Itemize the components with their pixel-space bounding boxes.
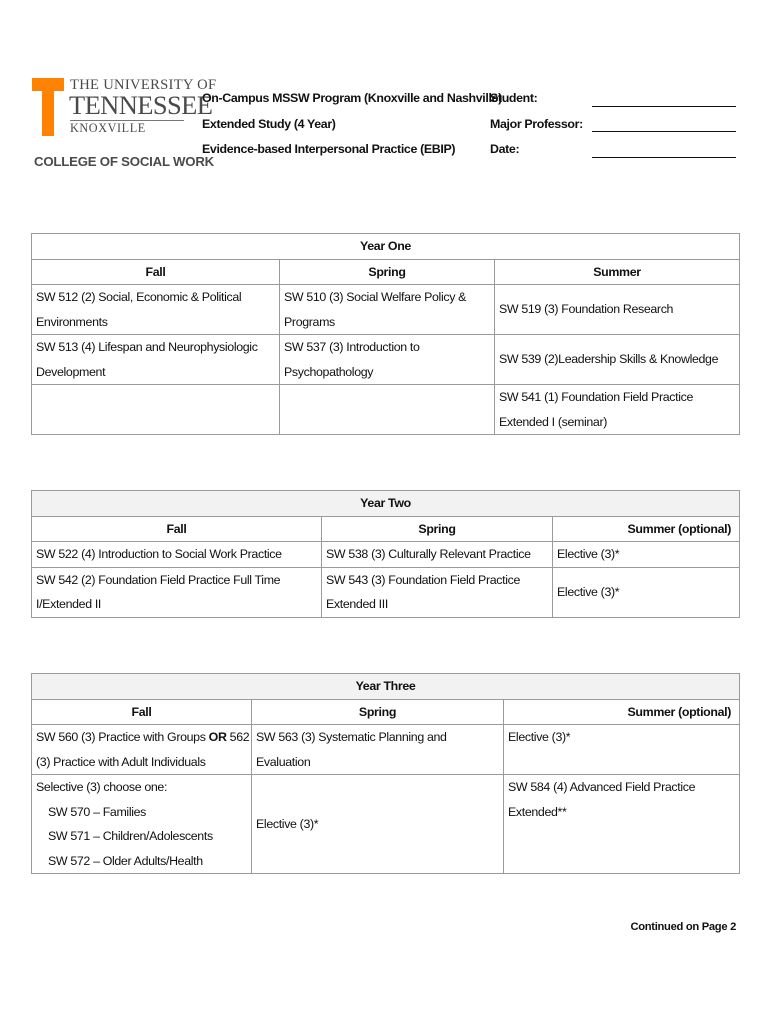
- logo-city: KNOXVILLE: [70, 121, 146, 135]
- year-one-summer-header: Summer: [495, 259, 740, 285]
- year-two-title: Year Two: [32, 491, 740, 517]
- year-two-spring-course: SW 543 (3) Foundation Field Practice Extended III: [322, 567, 553, 617]
- logo-name: TENNESSEE: [69, 90, 213, 120]
- year-one-fall-header: Fall: [32, 259, 280, 285]
- program-header: [202, 86, 502, 163]
- year-one-fall-course: SW 512 (2) Social, Economic & Political Environments: [32, 285, 280, 335]
- selective-title: Selective (3) choose one:: [36, 780, 168, 794]
- year-two-summer-header: Summer (optional): [553, 516, 740, 542]
- year-three-title: Year Three: [32, 674, 740, 700]
- year-one-table: [31, 233, 740, 435]
- logo-college: COLLEGE OF SOCIAL WORK: [34, 154, 214, 169]
- year-one-spring-course: SW 510 (3) Social Welfare Policy & Programs: [280, 285, 495, 335]
- year-two-table: [31, 490, 740, 618]
- program-concentration: Evidence-based Interpersonal Practice (EBIP): [202, 142, 456, 156]
- major-professor-field[interactable]: [490, 112, 738, 138]
- year-one-spring-course: SW 537 (3) Introduction to Psychopathology: [280, 335, 495, 385]
- selective-option: SW 571 – Children/Adolescents: [48, 829, 213, 843]
- year-two-summer-course: Elective (3)*: [553, 567, 740, 617]
- year-three-summer-course: SW 584 (4) Advanced Field Practice Extended**: [504, 775, 740, 874]
- date-field[interactable]: [490, 137, 738, 163]
- year-three-summer-course: Elective (3)*: [504, 725, 740, 775]
- year-two-fall-course: SW 542 (2) Foundation Field Practice Full Time I/Extended II: [32, 567, 322, 617]
- year-three-summer-header: Summer (optional): [504, 699, 740, 725]
- program-study-type: Extended Study (4 Year): [202, 116, 336, 131]
- year-one-spring-empty: [280, 385, 495, 435]
- year-one-summer-course: SW 539 (2)Leadership Skills & Knowledge: [495, 335, 740, 385]
- program-title: On-Campus MSSW Program (Knoxville and Nashville): [202, 91, 502, 105]
- year-two-fall-header: Fall: [32, 516, 322, 542]
- course-part: SW 560 (3) Practice with Groups: [36, 730, 209, 744]
- course-part: 562 (3) Practice with Adult Individuals: [36, 730, 250, 769]
- major-professor-label: Major Professor:: [490, 116, 583, 131]
- year-three-spring-course: Elective (3)*: [252, 775, 504, 874]
- year-one-fall-empty: [32, 385, 280, 435]
- date-line[interactable]: [592, 157, 736, 158]
- year-two-spring-course: SW 538 (3) Culturally Relevant Practice: [322, 542, 553, 568]
- year-two-spring-header: Spring: [322, 516, 553, 542]
- year-one-summer-course: SW 541 (1) Foundation Field Practice Extended I (seminar): [495, 385, 740, 435]
- year-two-fall-course: SW 522 (4) Introduction to Social Work Practice: [32, 542, 322, 568]
- year-three-spring-header: Spring: [252, 699, 504, 725]
- logo-university-line: THE UNIVERSITY OF: [70, 77, 217, 93]
- year-two-summer-course: Elective (3)*: [553, 542, 740, 568]
- year-one-title: Year One: [32, 234, 740, 260]
- major-professor-line[interactable]: [592, 131, 736, 132]
- date-label: Date:: [490, 142, 520, 156]
- student-field[interactable]: [490, 86, 738, 112]
- continued-note: Continued on Page 2: [630, 921, 736, 933]
- year-one-spring-header: Spring: [280, 259, 495, 285]
- year-one-summer-course: SW 519 (3) Foundation Research: [495, 285, 740, 335]
- or-keyword: OR: [208, 730, 227, 744]
- power-t-icon: [32, 78, 64, 136]
- student-label: Student:: [490, 91, 538, 105]
- year-three-fall-header: Fall: [32, 699, 252, 725]
- selective-option: SW 572 – Older Adults/Health: [48, 853, 203, 868]
- student-line[interactable]: [592, 106, 736, 107]
- university-logo: [32, 76, 217, 176]
- year-three-fall-course: [32, 725, 252, 775]
- year-three-selective-cell: [32, 775, 252, 874]
- selective-option: SW 570 – Families: [48, 804, 147, 819]
- year-three-spring-course: SW 563 (3) Systematic Planning and Evaluation: [252, 725, 504, 775]
- year-one-fall-course: SW 513 (4) Lifespan and Neurophysiologic Development: [32, 335, 280, 385]
- year-three-table: [31, 673, 740, 874]
- student-info-fields: [490, 86, 738, 163]
